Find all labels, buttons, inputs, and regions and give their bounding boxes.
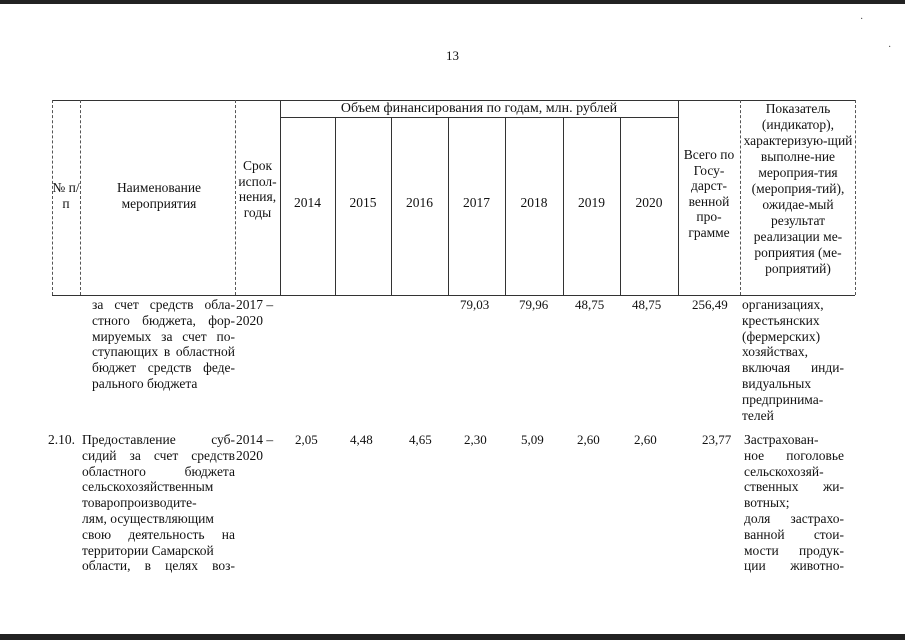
row-num: 2.10. <box>48 432 75 447</box>
header-bottom-rule <box>52 295 855 296</box>
scan-top-border <box>0 0 905 4</box>
header-num: № п/п <box>52 180 80 211</box>
value-2019: 2,60 <box>577 432 600 447</box>
header-year: 2015 <box>349 195 377 210</box>
value-2018: 79,96 <box>519 297 549 312</box>
row-name: за счет средств обла- стного бюджета, фор- мируемых за счет по- ступающих в областной бюджет средств феде- рального бюджета <box>92 297 235 391</box>
value-2014: 2,05 <box>295 432 318 447</box>
value-2017: 79,03 <box>460 297 490 312</box>
header-year: 2017 <box>463 195 490 210</box>
value-2016: 4,65 <box>409 432 432 447</box>
value-2015: 4,48 <box>350 432 373 447</box>
col-divider <box>855 100 856 295</box>
value-2018: 5,09 <box>521 432 544 447</box>
row-term: 2014 – 2020 <box>236 432 274 463</box>
value-2020: 48,75 <box>632 297 662 312</box>
row-term: 2017 – 2020 <box>236 297 274 328</box>
page-number: 13 <box>446 48 459 63</box>
header-year: 2018 <box>520 195 548 210</box>
row-indicator: организациях, крестьянских (фермерских) хозяйствах, включая инди- видуальных предпринима- телей <box>742 297 844 423</box>
value-2017: 2,30 <box>464 432 487 447</box>
funding-subrule <box>280 117 678 118</box>
header-total: Всего по Госу-дарст-венной про-грамме <box>683 147 735 240</box>
row-total: 23,77 <box>702 432 732 447</box>
scan-speck: · <box>888 42 892 53</box>
header-year: 2014 <box>294 195 321 210</box>
header-year: 2019 <box>578 195 605 210</box>
header-funding-group: Объем финансирования по годам, млн. рублей <box>340 101 618 116</box>
header-indicator: Показатель (индикатор), характеризую-щий выполне-ние мероприя-тия (мероприя-тий), ожидае-мый результат реализации ме-роприятия (ме-роприятий) <box>743 101 853 276</box>
header-name: Наименование мероприятия <box>116 180 202 211</box>
row-total: 256,49 <box>692 297 728 312</box>
scan-speck: · <box>860 14 864 25</box>
row-indicator: Застрахован- ное поголовье сельскохозяй- ственных жи- вотных; доля застрахо- ванной стои- мости продук- ции животно- <box>744 432 844 574</box>
col-divider <box>678 100 679 295</box>
header-year: 2016 <box>406 195 433 210</box>
col-divider <box>80 100 81 295</box>
value-2019: 48,75 <box>575 297 605 312</box>
value-2020: 2,60 <box>634 432 657 447</box>
header-term: Срок испол-нения, годы <box>238 158 277 220</box>
scan-bottom-border <box>0 634 905 640</box>
row-name: Предоставление суб- сидий за счет средств областного бюджета сельскохозяйственным товаропроизводите- лям, осуществляющим свою деятельность на территории Самарской области, в целях воз- <box>82 432 235 574</box>
header-year: 2020 <box>635 195 663 210</box>
